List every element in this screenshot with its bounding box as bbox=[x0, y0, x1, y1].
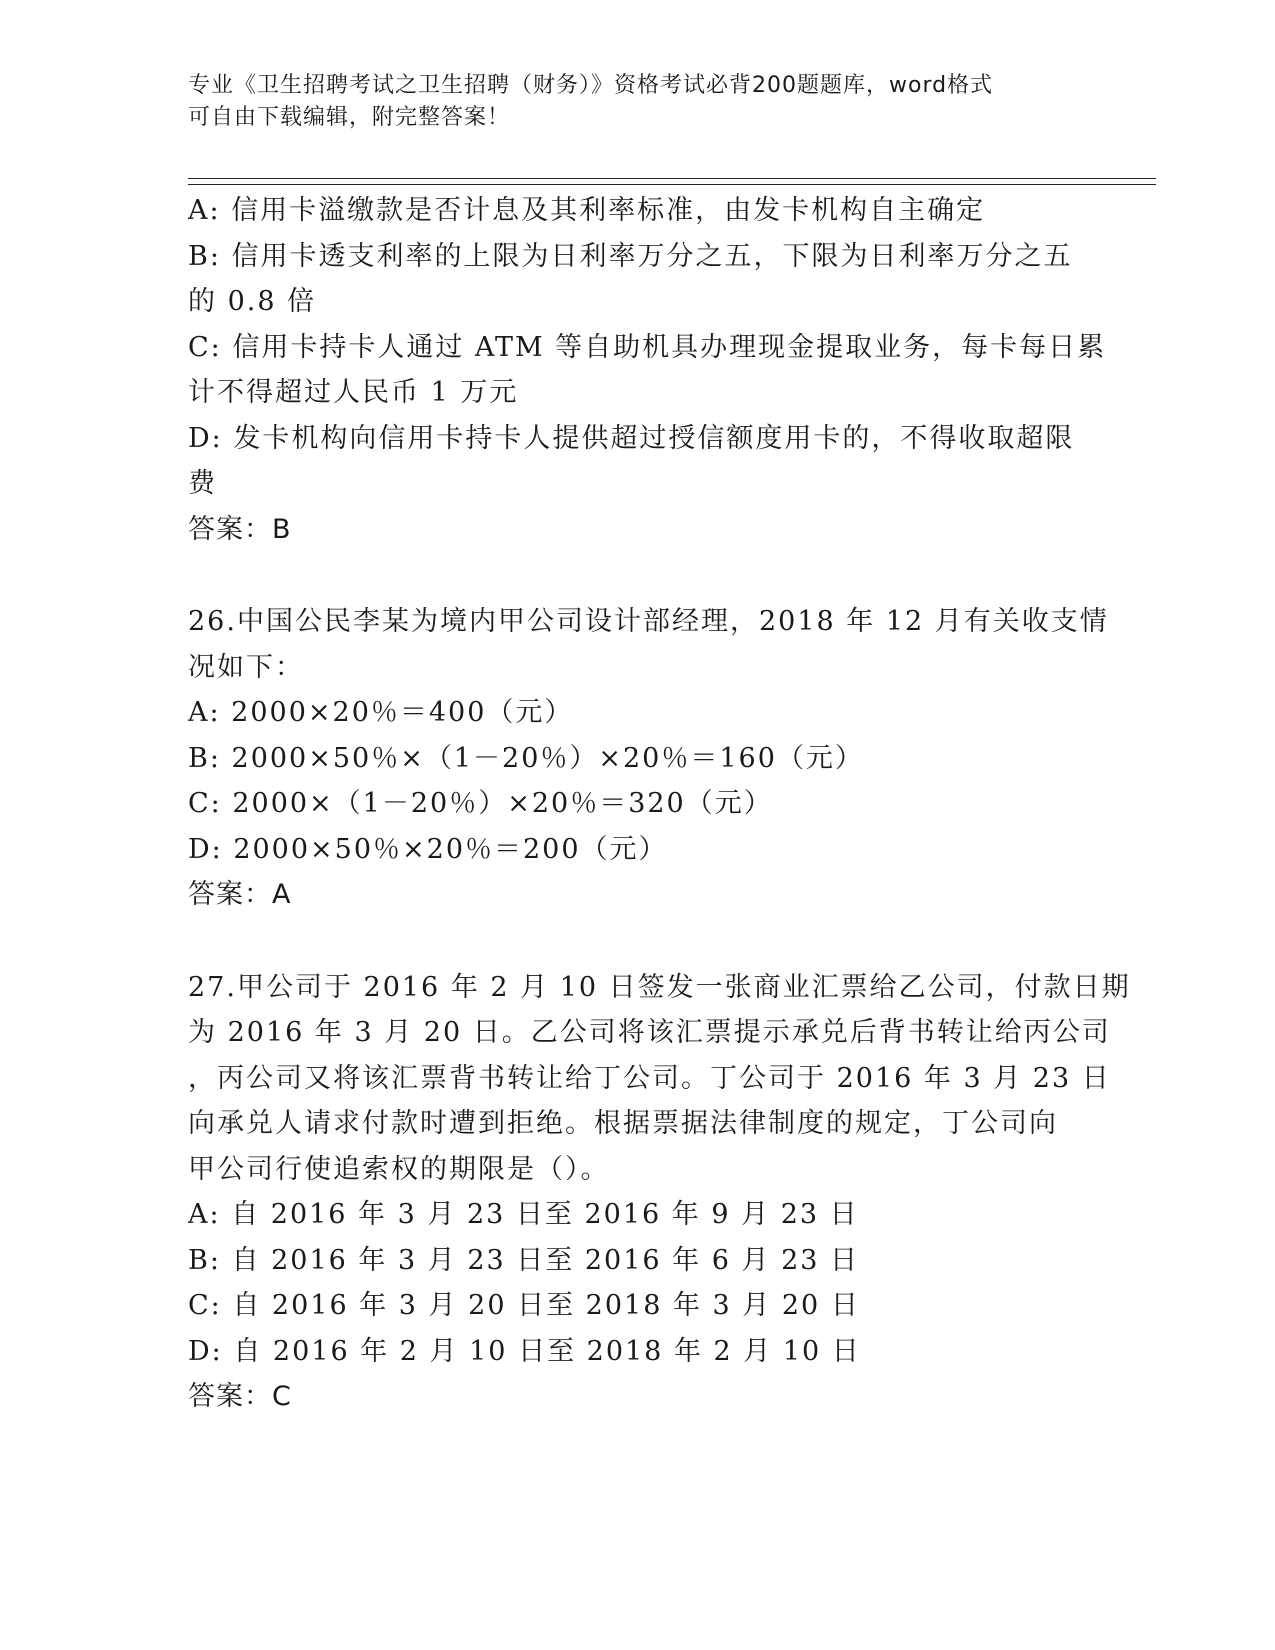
q26-option-c: C: 2000×（1－20％）×20％＝320（元） bbox=[188, 788, 773, 819]
q26-stem-line2: 况如下： bbox=[188, 651, 304, 683]
header-divider-bottom bbox=[188, 184, 1156, 185]
q27-stem-line3: ，丙公司又将该汇票背书转让给丁公司。丁公司于 2016 年 3 月 23 日 bbox=[188, 1062, 1111, 1094]
q26-option-b: B: 2000×50％×（1－20％）×20％＝160（元） bbox=[188, 742, 864, 774]
header-line-1: 专业《卫生招聘考试之卫生招聘（财务）》资格考试必背200题题库，word格式 bbox=[188, 73, 994, 98]
header-divider-top bbox=[188, 178, 1156, 179]
q27-option-a: A: 自 2016 年 3 月 23 日至 2016 年 9 月 23 日 bbox=[188, 1199, 859, 1230]
q25-option-b-line2: 的 0.8 倍 bbox=[188, 286, 317, 317]
q25-option-d-line1: D: 发卡机构向信用卡持卡人提供超过授信额度用卡的，不得收取超限 bbox=[188, 422, 1075, 454]
question-27-block bbox=[188, 965, 1131, 1420]
question-26-block bbox=[188, 599, 1109, 918]
q25-answer: 答案：B bbox=[188, 513, 292, 545]
q25-option-b-line1: B: 信用卡透支利率的上限为日利率万分之五，下限为日利率万分之五 bbox=[188, 240, 1073, 272]
q27-stem-line4: 向承兑人请求付款时遭到拒绝。根据票据法律制度的规定，丁公司向 bbox=[188, 1108, 1058, 1139]
q26-answer: 答案：A bbox=[188, 879, 292, 910]
q27-stem-line1: 27.甲公司于 2016 年 2 月 10 日签发一张商业汇票给乙公司，付款日期 bbox=[188, 971, 1131, 1003]
q25-option-c-line2: 计不得超过人民币 1 万元 bbox=[188, 377, 519, 408]
q26-option-d: D: 2000×50％×20％＝200（元） bbox=[188, 833, 668, 865]
q25-option-a: A: 信用卡溢缴款是否计息及其利率标准，由发卡机构自主确定 bbox=[188, 195, 986, 226]
q27-option-d: D: 自 2016 年 2 月 10 日至 2018 年 2 月 10 日 bbox=[188, 1335, 861, 1367]
header-line-2: 可自由下载编辑，附完整答案！ bbox=[188, 105, 511, 130]
q27-answer: 答案：C bbox=[188, 1381, 292, 1412]
spacer bbox=[188, 552, 1068, 599]
q27-stem-line5: 甲公司行使追索权的期限是（）。 bbox=[188, 1153, 610, 1185]
question-content bbox=[188, 188, 1131, 1420]
q26-option-a: A: 2000×20％＝400（元） bbox=[188, 697, 574, 728]
q25-option-d-line2: 费 bbox=[188, 468, 217, 499]
q27-stem-line2: 为 2016 年 3 月 20 日。乙公司将该汇票提示承兑后背书转让给丙公司 bbox=[188, 1017, 1111, 1048]
q25-option-c-line1: C: 信用卡持卡人通过 ATM 等自助机具办理现金提取业务，每卡每日累 bbox=[188, 331, 1107, 363]
q27-option-c: C: 自 2016 年 3 月 20 日至 2018 年 3 月 20 日 bbox=[188, 1290, 860, 1321]
q26-stem-line1: 26.中国公民李某为境内甲公司设计部经理，2018 年 12 月有关收支情 bbox=[188, 606, 1109, 637]
q27-option-b: B: 自 2016 年 3 月 23 日至 2016 年 6 月 23 日 bbox=[188, 1244, 860, 1276]
document-header bbox=[188, 70, 1068, 134]
spacer bbox=[188, 918, 1068, 965]
question-25-block bbox=[188, 188, 1107, 552]
